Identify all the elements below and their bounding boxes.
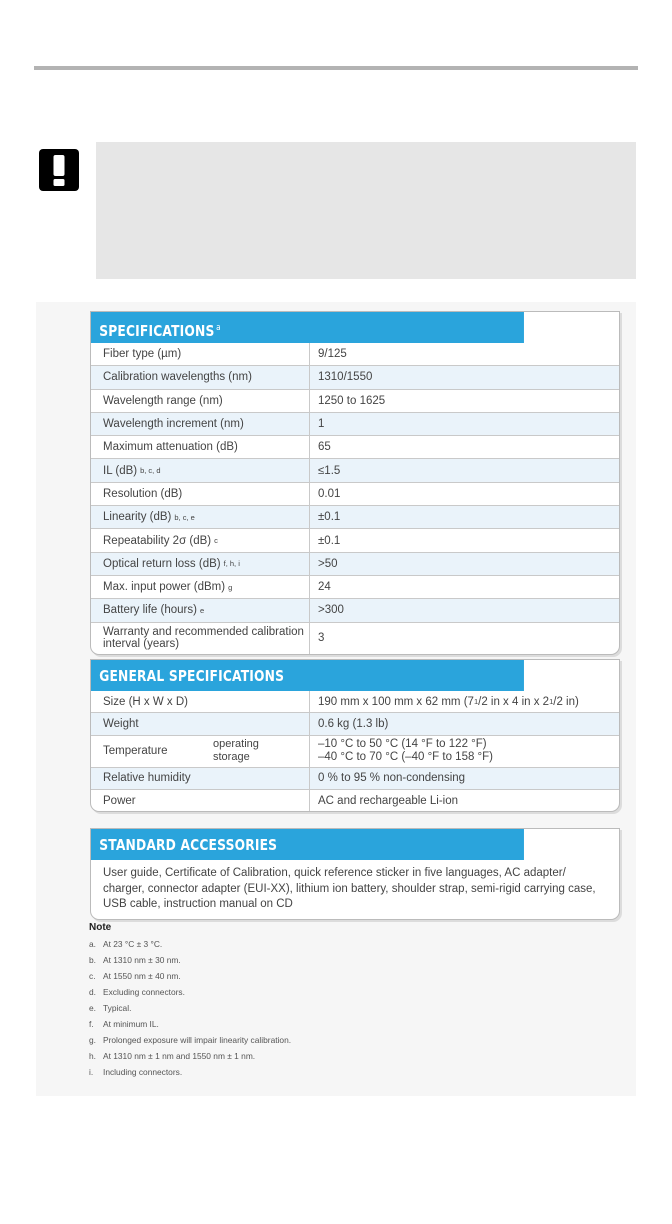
notes: [89, 922, 629, 1080]
table-row: [91, 528, 619, 551]
table-row: [91, 767, 619, 789]
row-label: Optical return loss (dB) f, h, i: [91, 553, 310, 575]
row-label: Warranty and recommended calibration interval (years): [91, 623, 310, 654]
row-value: >50: [318, 557, 338, 570]
table-row: [91, 735, 619, 767]
row-value: ≤1.5: [318, 464, 341, 477]
table-row: [91, 622, 619, 654]
standard-accessories-title: STANDARD ACCESSORIES: [91, 829, 524, 860]
list-item: d. Excluding connectors.: [89, 987, 185, 997]
table-row: [91, 365, 619, 388]
table-row: [91, 598, 619, 621]
row-label: Power: [91, 790, 310, 811]
row-label: Linearity (dB) b, c, e: [91, 506, 310, 528]
table-row: [91, 505, 619, 528]
row-label: Wavelength increment (nm): [91, 413, 310, 435]
row-value: 9/125: [318, 348, 347, 361]
list-item: a. At 23 °C ± 3 °C.: [89, 939, 163, 949]
list-item: g. Prolonged exposure will impair linearity calibration.: [89, 1035, 292, 1045]
row-value: ±0.1: [318, 511, 341, 524]
row-label: Weight: [91, 713, 310, 734]
exclamation-icon: [38, 148, 80, 192]
specifications-panel: [90, 311, 620, 655]
standard-accessories-panel: [90, 828, 620, 920]
row-value: 1310/1550: [318, 371, 373, 384]
list-item: i. Including connectors.: [89, 1067, 183, 1077]
row-label: Resolution (dB): [91, 483, 310, 505]
table-row: [91, 482, 619, 505]
row-value: 0 % to 95 % non-condensing: [318, 772, 466, 785]
list-item: f. At minimum IL.: [89, 1019, 159, 1029]
general-specifications-title: GENERAL SPECIFICATIONS: [91, 660, 524, 691]
table-row: [91, 458, 619, 481]
row-label: Max. input power (dBm) g: [91, 576, 310, 598]
accessories-text: User guide, Certificate of Calibration, quick reference sticker in five languages, AC adapter/ charger, connector adapter (EUI-XX), lithium ion battery, shoulder strap, semi-rigid carrying case, USB cable, instruction manual on CD: [103, 867, 596, 910]
row-label: Repeatability 2σ (dB) c: [91, 529, 310, 551]
row-value: ±0.1: [318, 534, 341, 547]
notes-list: [89, 936, 629, 1080]
row-label: Calibration wavelengths (nm): [91, 366, 310, 388]
important-callout: [96, 142, 636, 279]
row-value: –10 °C to 50 °C (14 °F to 122 °F) –40 °C to 70 °C (–40 °F to 158 °F): [318, 738, 494, 764]
specifications-table: [91, 343, 619, 654]
top-rule: [34, 66, 638, 70]
table-row: [91, 789, 619, 811]
table-row: [91, 412, 619, 435]
general-specifications-table: [91, 691, 619, 811]
row-label: Relative humidity: [91, 768, 310, 789]
row-value: 0.6 kg (1.3 lb): [318, 717, 389, 730]
row-label: Wavelength range (nm): [91, 390, 310, 412]
row-label: Battery life (hours) e: [91, 599, 310, 621]
table-row: [91, 575, 619, 598]
row-label: Temperature operating storage: [91, 736, 310, 767]
notes-title: Note: [89, 922, 112, 933]
general-specifications-panel: [90, 659, 620, 812]
row-label: Maximum attenuation (dB): [91, 436, 310, 458]
row-value: 3: [318, 632, 325, 645]
list-item: e. Typical.: [89, 1003, 132, 1013]
list-item: c. At 1550 nm ± 40 nm.: [89, 971, 181, 981]
row-label: Fiber type (µm): [91, 343, 310, 365]
row-value: 1: [318, 418, 325, 431]
row-value: AC and rechargeable Li-ion: [318, 794, 459, 807]
row-value: 24: [318, 581, 331, 594]
specifications-title: SPECIFICATIONS $^a$: [91, 312, 524, 343]
row-value: 190 mm x 100 mm x 62 mm (7 1 / 2 in x 4 in x 2 1 / 2 in): [318, 695, 579, 708]
table-row: [91, 343, 619, 365]
table-row: [91, 435, 619, 458]
row-value: 65: [318, 441, 331, 454]
table-row: [91, 552, 619, 575]
row-value: >300: [318, 604, 344, 617]
row-value: 1250 to 1625: [318, 394, 386, 407]
list-item: h. At 1310 nm ± 1 nm and 1550 nm ± 1 nm.: [89, 1051, 256, 1061]
row-label: Size (H x W x D): [91, 691, 310, 712]
table-row: [91, 712, 619, 734]
table-row: [91, 691, 619, 712]
row-value: 0.01: [318, 487, 341, 500]
row-label: IL (dB) b, c, d: [91, 459, 310, 481]
table-row: [91, 389, 619, 412]
list-item: b. At 1310 nm ± 30 nm.: [89, 955, 181, 965]
